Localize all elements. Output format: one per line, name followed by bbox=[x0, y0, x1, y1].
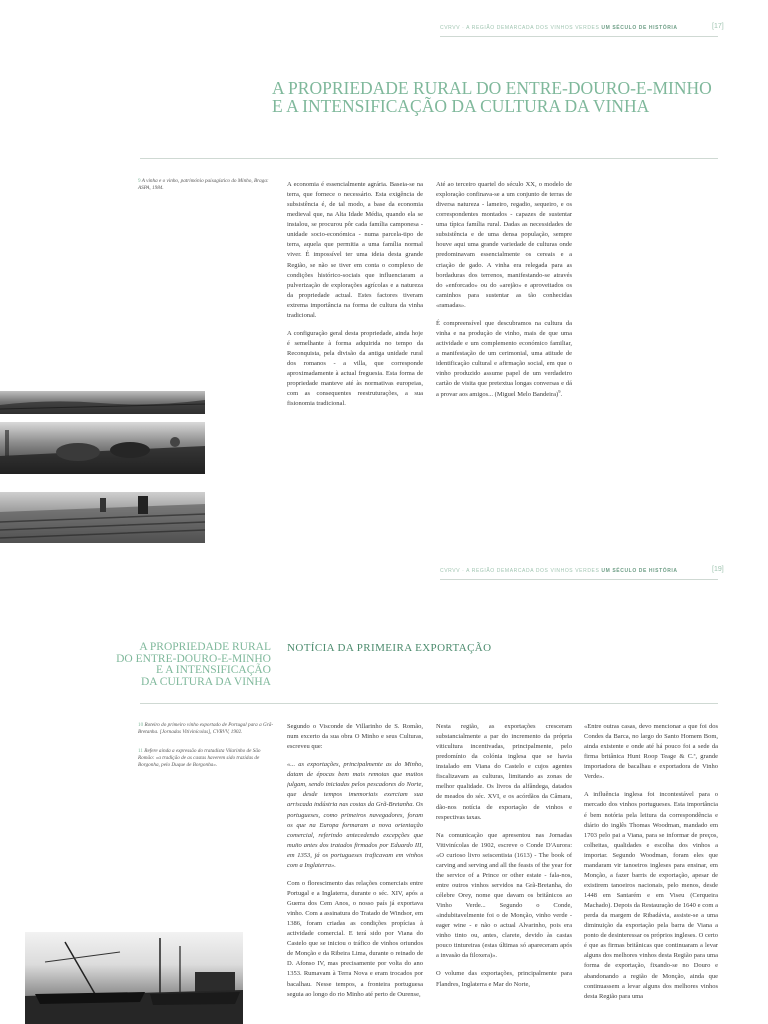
figure-caption bbox=[138, 178, 278, 192]
running-head bbox=[440, 568, 678, 574]
paragraph: «Entre outras casas, devo mencionar a que foi dos Condes da Barca, no largo do Santo Homem Bom, ainda existente e onde até há pouco foi a sede da firma britânica Hunt Roop Teage & C.ª, grande importadora de bacalhau e exportadora de Vinho Verde». bbox=[584, 723, 718, 781]
text-column-1 bbox=[287, 180, 423, 417]
caption-number: 11 bbox=[138, 748, 143, 754]
figure-caption-1 bbox=[138, 722, 278, 736]
running-head-strong: UM SÉCULO DE HISTÓRIA bbox=[601, 25, 678, 31]
paragraph: A influência inglesa foi incontestável para o mercado dos vinhos portugueses. Esta importância é bem notória pela leitura da correspondência e diário do inglês Thomas Woodman, mandado em 1703 pelo pai a Viana, para se informar de preços, colheitas, qualidades e escolha dos vinhos a importar. Segundo Woodman, foram eles que mandaram vir tanoeiros ingleses para ensinar, em Monção, a fazer barris de exportação, apesar de existirem tanoeiros nacionais, pelo menos, desde 1448 em Santarém e em Viseu (Cerqueira Machado). Depois da Restauração de 1640 e com a perda da margem de Ribadávia, assiste-se a uma diminuição da exportação pela barra de Viana a ponto de desinteressar os próprios ingleses. O certo é que as firmas britânicas que continuaram a levar alguns dos melhores vinhos desta Região para uma forma de exportação, fixando-se no Douro e abandonando a região de Monção, ainda que continuassem a levar alguns dos melhores vinhos desta Região para uma bbox=[584, 791, 718, 1000]
paragraph: Com o florescimento das relações comerciais entre Portugal e a Inglaterra, durante o séc. XIV, após a Guerra dos Cem Anos, o nosso país já exportava vinho. Com a assinatura do Tratado de Windsor, em 1386, foram criadas as condições propícias à actividade comercial. E terá sido por Viana do Castelo que se iniciou o tráfico de vinhos oriundos de Monção e da Ribeira Lima, durante o reinado de D. Afonso IV, mas precisamente por volta do ano 1353. Rumavam à Terra Nova e eram trocados por bacalhau. Nesse tempos, a fronteira portuguesa seguia ao longo do rio Minho até perto de Ourense, bbox=[287, 879, 423, 998]
caption-text: Refere ainda a expressão do tratadista Vilarinho de São Romão: «a tradição de as castas haverem sido trazidas de Borgonha, pelo Duque de Borgonha». bbox=[138, 748, 261, 769]
paragraph: A configuração geral desta propriedade, ainda hoje é semelhante à forma adquirida no tempo da Reconquista, pela divisão da antiga unidade rural dos romanos - a villa, que corresponde aproximadamente à actual freguesia. Esta forma de propriedade manteve até às normativas europeias, com as consequentes reestruturações, a sua fisionomia tradicional. bbox=[287, 329, 423, 408]
text-column-a bbox=[287, 722, 423, 1024]
chapter-title-line-4: DA CULTURA DA VINHA bbox=[140, 675, 271, 688]
caption-number: 9 bbox=[138, 178, 141, 184]
section-heading: NOTÍCIA DA PRIMEIRA EXPORTAÇÃO bbox=[287, 642, 492, 654]
chapter-title-line-2: E A INTENSIFICAÇÃO DA CULTURA DA VINHA bbox=[272, 95, 650, 116]
running-head bbox=[440, 25, 678, 31]
chapter-title-line-1: A PROPRIEDADE RURAL DO ENTRE-DOURO-E-MINHO bbox=[272, 78, 712, 98]
harvest-graphic bbox=[0, 492, 205, 543]
book-page-lower bbox=[0, 560, 768, 1024]
chapter-title-small bbox=[116, 642, 271, 688]
paragraph: Nesta região, as exportações cresceram substancialmente a par do incremento da própria viticultura incentivadas, principalmente, pelo predomínio da colónia inglesa que se havia instalado em Viana do Castelo e cujos agentes fiscalizavam as culturas, limitando as zonas de melhor qualidade. Os livros da alfândega, datados de meados do séc. XVI, e os acórdãos da Câmara, dão-nos notícia de exportação de vinhos e respectivas taxas. bbox=[436, 723, 572, 821]
paragraph: Segundo o Visconde de Villarinho de S. Romão, num excerto da sua obra O Minho e seus Culturas, escreveu que: bbox=[287, 723, 423, 751]
title-rule bbox=[140, 158, 718, 159]
vineyard-photo-3 bbox=[0, 492, 205, 543]
caption-number: 10 bbox=[138, 722, 144, 728]
footnote-ref: 9 bbox=[558, 389, 561, 395]
chapter-title bbox=[272, 80, 712, 115]
running-head-text: CVRVV · A REGIÃO DEMARCADA DOS VINHOS VERDES bbox=[440, 25, 600, 31]
header-rule bbox=[440, 36, 718, 37]
harbour-ships-photo bbox=[25, 932, 243, 1024]
page-number: [19] bbox=[712, 566, 724, 573]
header-rule bbox=[440, 579, 718, 580]
section-rule bbox=[140, 703, 718, 704]
ox-cart-graphic bbox=[0, 422, 205, 474]
quotation: «... as exportações, principalmente as do Minho, datam de épocas bem mais remotas que muitos julgam, sendo iniciadas pelos pescadores do Norte, que desde tempos imemoriais exerciam sua arriscada indústria nas costas da Grã-Bretanha. Os portugueses, como primeiros navegadores, foram os que na Europa formaram a nova orientação comercial, referindo antecedendo excepções que muito antes dos tratados firmados por Eduardo III, em 1353, já os portugueses traficavam em vinhos com a Inglaterra». bbox=[287, 761, 423, 869]
running-head-strong: UM SÉCULO DE HISTÓRIA bbox=[601, 568, 678, 574]
caption-text: Roteiro do primeiro vinho exportado de Portugal para a Grã-Bretanha. [Jornadas Vitivinícolas], CVRVV, 1902. bbox=[138, 722, 274, 736]
chapter-title-line-1: A PROPRIEDADE RURAL bbox=[139, 641, 271, 653]
text-column-b bbox=[436, 722, 572, 1024]
paragraph: Na comunicação que apresentou nas Jornadas Vitivinícolas de 1902, escreve o Conde D'Aurora: «O curioso livro seiscentista (1613) - The book of carving and serving and all the feasts of the year for the service of a Prince or other estate - fala-nos, entre outros vinhos servidos na Grã-Bretanha, do célebre Orey, nome que davam os britânicos ao Vinho Verde... Segundo o Conde, «indubitavelmente foi o de Monção, vinho verde - eager wine - e não o actual Alvarinho, pois era vinho tinto ou, antes, clarete, devido às castas pouco tintureiras (estas últimas só apareceram após a invasão da filoxera)». bbox=[436, 831, 572, 960]
paragraph-text: É compreensível que descubramos na cultura da vinha e na produção de vinho, mais de que uma actividade e um complemento económico familiar, a manifestação de um cerimonial, uma atitude de identificação cultural e afirmação social, em que o vinho produzido assume papel de um verdadeiro cartão de visita que pretextua longas conversas e dá a provar aos amigos... (Miguel Melo Bandeira) bbox=[436, 319, 572, 399]
text-column-c bbox=[584, 722, 718, 1024]
paragraph: A economia é essencialmente agrária. Baseia-se na terra, que fornece o necessário. Esta exigência de subsistência é, de tal modo, a base da economia medieval que, na Alta Idade Média, quando ela se instalou, se procurou pôr cada família camponesa - unidade socio-económica - numa parcela-tipo de terra, aquela que permitia a uma família normal viver. É impossível ter uma ideia desta grande Região, se não se tiver em conta o complexo de condições histórico-sociais que influenciaram a pulverização de explorações agrícolas e a natureza da propriedade actual. Estes factores tiveram extrema importância na forma de cultura da vinha tradicional. bbox=[287, 181, 423, 319]
vineyard-rows-graphic bbox=[0, 391, 205, 414]
chapter-title-line-3: E A INTENSIFICAÇÃO bbox=[155, 664, 271, 676]
figure-caption-2 bbox=[138, 748, 278, 769]
paragraph: Até ao terceiro quartel do século XX, o modelo de exploração confinava-se a um conjunto de terras de diversa natureza - lameiro, regadio, sequeiro, e os correspondentes montados - capazes de sustentar uma típica família rural. Dadas as necessidades de subsistência e de uma densa população, sempre houve aqui uma grande variedade de culturas onde predominavam essencialmente os cereais e a criação de gado. A vinha era relegada para as bordaduras dos terrenos, manifestando-se através do «enforcado» ou do «arejão» e aproveitados os caminhos para sustentar as tão conhecidas «ramadas». bbox=[436, 181, 572, 309]
text-column-2 bbox=[436, 180, 572, 408]
paragraph: O volume das exportações, principalmente para Flandres, Inglaterra e Mar do Norte, bbox=[436, 970, 572, 988]
vineyard-photo-2 bbox=[0, 422, 205, 474]
caption-text: A vinha e o vinho, património paisagístico do Minho, Braga: ASPA, 1984. bbox=[138, 178, 269, 192]
vineyard-photo-1 bbox=[0, 391, 205, 414]
paragraph: É compreensível que descubramos na cultura da vinha e na produção de vinho, mais de que uma actividade e um complemento económico familiar, a manifestação de um cerimonial, uma atitude de identificação cultural e afirmação social, em que o vinho produzido assume papel de um verdadeiro cartão de visita que pretextua longas conversas e dá a provar aos amigos... (Miguel Melo Bandeira)$^9$. bbox=[436, 319, 572, 399]
running-head-text: CVRVV · A REGIÃO DEMARCADA DOS VINHOS VERDES bbox=[440, 568, 600, 574]
page-number: [17] bbox=[712, 23, 724, 30]
ships-graphic bbox=[25, 932, 243, 1024]
chapter-title-line-2: DO ENTRE-DOURO-E-MINHO bbox=[116, 652, 271, 665]
